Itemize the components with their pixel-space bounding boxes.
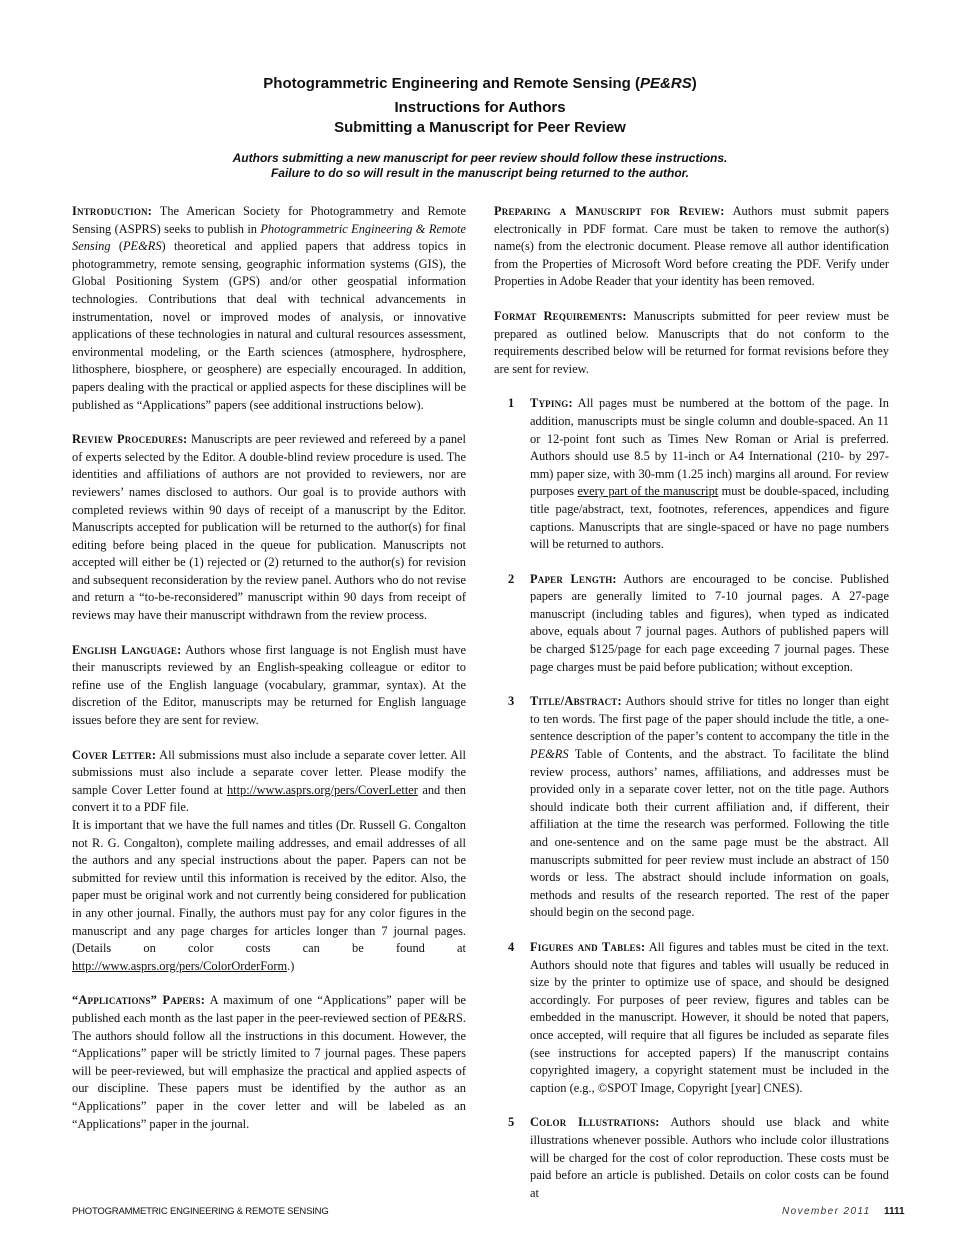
format-requirements-paragraph: Format Requirements: Manuscripts submitted for peer review must be prepared as outlined below. Manuscripts that do not conform to the requirements described below will be returned for format revisions before they are sent for review. xyxy=(494,308,889,376)
english-language-paragraph: English Language: Authors whose first language is not English must have their manuscripts reviewed by an English-speaking colleague or editor to refine use of the English language (vocabulary, grammar, syntax). At the discretion of the Editor, manuscripts may be returned for English language issues before they are sent for review. xyxy=(72,642,466,728)
list-item-number: 3 xyxy=(508,694,515,709)
preparing-manuscript-heading: Preparing a Manuscript for Review: xyxy=(494,204,725,218)
review-procedures-paragraph: Review Procedures: Manuscripts are peer reviewed and refereed by a panel of experts selected by the Editor. A double-blind review procedure is used. The identities and affiliations of authors are not provided to reviewers, nor are reviewers’ names disclosed to authors. Our goal is to provide authors with completed reviews within 90 days of receipt of a manuscript by the Editor. Manuscripts accepted for publication will be returned to the author(s) for final editing before being placed in the queue for publication. Manuscripts not accepted will either be (1) rejected or (2) returned to the author(s) for revision and subsequent reconsideration by the review panel. Authors who do not revise and return a “to-be-reconsidered” manuscript within 90 days from receipt of reviews may have their manuscript withdrawn from the review process. xyxy=(72,432,466,623)
color-order-form-link[interactable]: http://www.asprs.org/pers/ColorOrderForm xyxy=(72,958,288,973)
journal-title: Photogrammetric Engineering and Remote Sensing (PE&RS) xyxy=(263,75,697,92)
preparing-manuscript-paragraph: Preparing a Manuscript for Review: Authors must submit papers electronically in PDF format. Care must be taken to remove the author(s) name(s) from the electronic document. Please remove all author identification from the Properties of Microsoft Word before creating the PDF. Verify under Properties in Adobe Reader that your identity has been removed. xyxy=(494,204,889,289)
english-language-heading: English Language: xyxy=(72,642,182,657)
introduction-paragraph: Introduction: The American Society for Photogrammetry and Remote Sensing (ASPRS) seeks to publish in Photogrammetric Engineering & Remote Sensing (PE&RS) theoretical and applied papers that address topics in photogrammetry, remote sensing, geographic information systems (GIS), the Global Positioning System (GPS) and/or other geospatial information technologies. Contributions that deal with technical advancements in instrumentation, novel or improved modes of analysis, or innovative applications of these technologies in natural and cultural resources assessment, environmental modeling, or the Earth sciences (atmosphere, hydrosphere, lithosphere, biosphere, or geosphere) are especially encouraged. In addition, papers dealing with the practical or applied aspects for these disciplines will be published as “Applications” papers (see additional instructions below). xyxy=(72,204,466,412)
format-requirements-heading: Format Requirements: xyxy=(494,308,627,323)
list-item-title-abstract: 3 Title/Abstract: Authors should strive for titles no longer than eight to ten words. The first page of the paper should include the title, a one-sentence description of the paper’s content to accompany the title in the PE&RS Table of Contents, and the abstract. To facilitate the blind review process, authors’ names, affiliations, and addresses must be provided only in a separate cover letter, not on the title page. Authors should indicate both their current affiliation and, if different, their affiliation at the time the research was performed. Following the title and one-sentence and on the same page must be the abstract. All manuscripts submitted for peer review must include an abstract of 150 words or less. The abstract should include information on goals, methods and results of the research reported. The rest of the paper should begin on the second page. xyxy=(508,694,889,920)
list-item-color-illustrations: 5 Color Illustrations: Authors should use black and white illustrations whenever possible. Authors who include color illustrations will be charged for the cost of color reproduction. These costs must be paid before an article is published. Details on color costs can be found at xyxy=(508,1115,889,1200)
document-subtitle: Submitting a Manuscript for Peer Review xyxy=(334,119,626,136)
applications-papers-heading: “Applications” Papers: xyxy=(72,993,206,1008)
introduction-heading: Introduction: xyxy=(72,204,153,218)
footer-issue-date: November 2011 xyxy=(782,1206,871,1217)
list-item-number: 4 xyxy=(508,939,515,954)
document-title: Instructions for Authors xyxy=(394,99,566,116)
notice-line-2: Failure to do so will result in the manuscript being returned to the author. xyxy=(270,166,690,180)
left-column xyxy=(72,203,466,1150)
list-item-number: 1 xyxy=(508,396,515,411)
cover-letter-link[interactable]: http://www.asprs.org/pers/CoverLetter xyxy=(226,782,418,797)
footer-journal-name: PHOTOGRAMMETRIC ENGINEERING & REMOTE SENSING xyxy=(72,1206,329,1217)
cover-letter-details-paragraph: It is important that we have the full names and titles (Dr. Russell G. Congalton not R. G. Congalton), complete mailing addresses, and email addresses of all the authors and any special instructions about the paper. Papers can not be submitted for review until this information is received by the editor. Also, the paper must be original work and not currently being considered for publication in any other journal. Finally, the authors must pay for any color figures in the manuscript and any page charges for articles longer than 7 journal pages. (Details on color costs can be found at http://www.asprs.org/pers/ColorOrderForm.) xyxy=(72,818,466,973)
list-item-paper-length: 2 Paper Length: Authors are encouraged to be concise. Published papers are generally limited to 7-10 journal pages. A 27-page manuscript (including tables and figures), when typed as indicated above, equals about 7 journal pages. Authors of published papers will be charged $125/page for each page exceeding 7 journal pages. These page charges must be paid before publication; without exception. xyxy=(508,571,889,674)
applications-papers-paragraph: “Applications” Papers: A maximum of one “Applications” paper will be published each month as the last paper in the peer-reviewed section of PE&RS. The authors should follow all the instructions in this document. However, the “Applications” paper will be strictly limited to 7 journal pages. These papers will be peer-reviewed, but will emphasize the practical and applied aspects of our discipline. These papers must be identified by the author as an “Applications” paper in the cover letter and will be labeled as an “Applications” paper in the journal. xyxy=(72,993,466,1131)
cover-letter-paragraph: Cover Letter: All submissions must also include a separate cover letter. All submissions must also include a separate cover letter. Please modify the sample Cover Letter found at http://www.asprs.org/pers/CoverLetter and then convert it to a PDF file. xyxy=(72,747,466,815)
list-item-typing: 1 Typing: All pages must be numbered at the bottom of the page. In addition, manuscripts must be single column and double-spaced. An 11 or 12-point font such as Times New Roman or Arial is preferred. Authors should use 8.5 by 11-inch or A4 International (210- by 297-mm) paper size, with 30-mm (1.25 inch) margins all around. For review purposes every part of the manuscript must be double-spaced, including title page/abstract, text, footnotes, references, appendices and figure captions. Manuscripts that are single-spaced or have no page numbers will be returned to authors. xyxy=(508,396,889,552)
typing-heading: Typing: xyxy=(530,396,573,411)
paper-length-heading: Paper Length: xyxy=(530,571,617,586)
cover-letter-heading: Cover Letter: xyxy=(72,747,157,762)
notice-line-1: Authors submitting a new manuscript for peer review should follow these instructions. xyxy=(232,151,728,165)
figures-tables-heading: Figures and Tables: xyxy=(530,939,646,954)
color-illustrations-heading: Color Illustrations: xyxy=(530,1115,660,1130)
list-item-number: 2 xyxy=(508,571,515,586)
list-item-number: 5 xyxy=(508,1115,515,1130)
title-abstract-heading: Title/Abstract: xyxy=(530,694,622,709)
list-item-figures-tables: 4 Figures and Tables: All figures and tables must be cited in the text. Authors should note that figures and tables will usually be reduced in size by the printer to optimize use of space, and should be designed accordingly. For purposes of peer review, figures and tables can be embedded in the manuscript. However, it should be noted that papers, once accepted, will require that all figures be included as separate files (see instructions for accepted papers) If the manuscript contains copyrighted imagery, a copyright statement must be included in the caption (e.g., ©SPOT Image, Copyright [year] CNES). xyxy=(508,939,889,1095)
review-procedures-heading: Review Procedures: xyxy=(72,432,188,447)
footer-page-number: 1111 xyxy=(884,1206,905,1217)
right-column xyxy=(494,203,889,1202)
